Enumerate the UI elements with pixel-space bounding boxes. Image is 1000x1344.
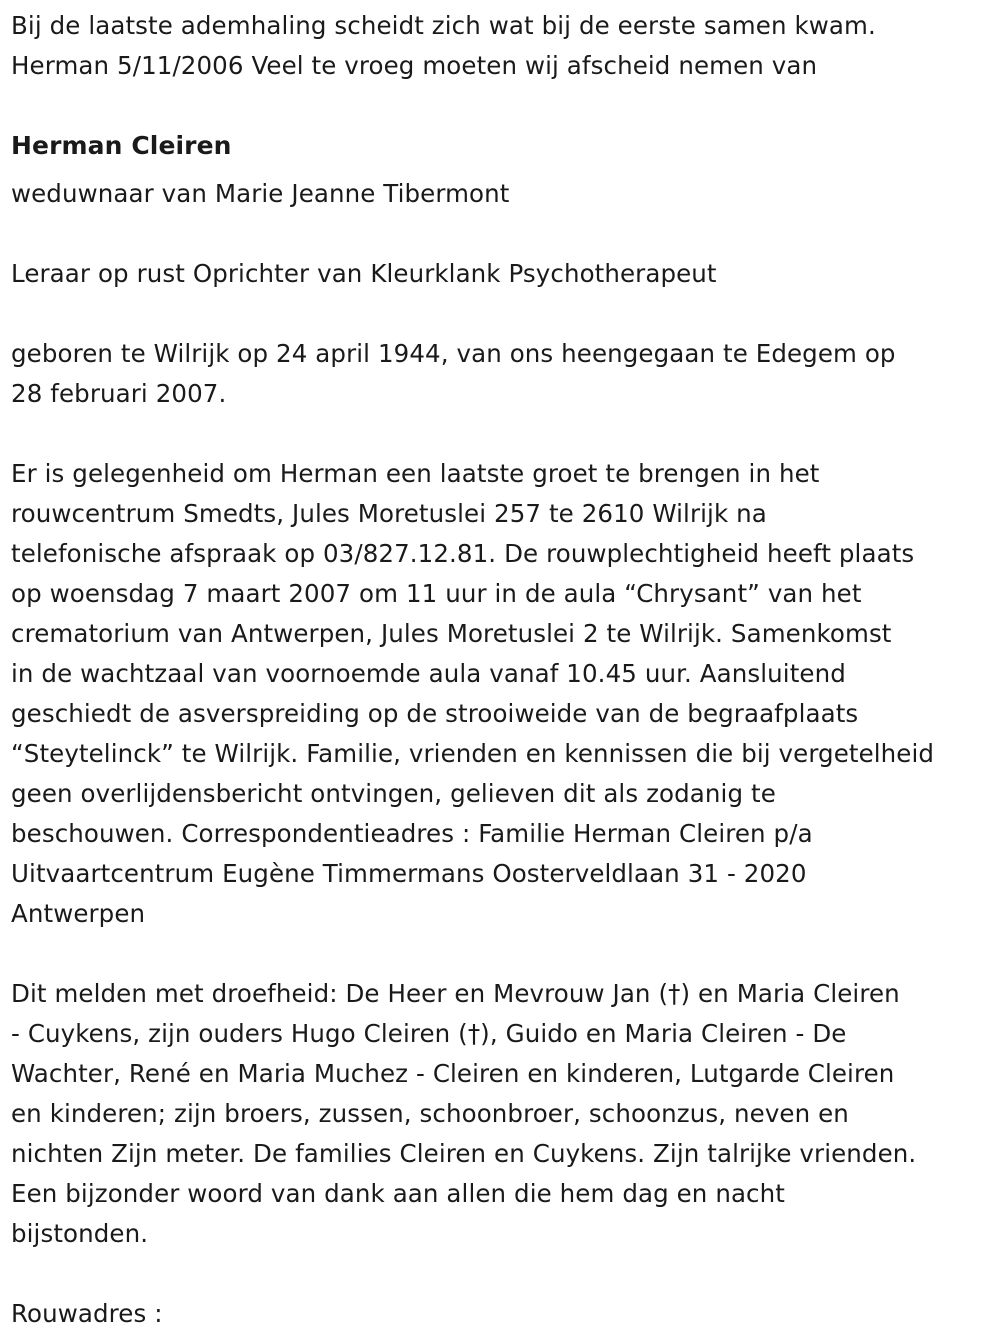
ceremony-line: telefonische afspraak op 03/827.12.81. De rouwplechtigheid heeft plaats: [11, 539, 915, 568]
family-line: Wachter, René en Maria Muchez - Cleiren en kinderen, Lutgarde Cleiren: [11, 1059, 895, 1088]
family-line: Dit melden met droefheid: De Heer en Mevrouw Jan (†) en Maria Cleiren: [11, 979, 900, 1008]
spouse-line: weduwnaar van Marie Jeanne Tibermont: [11, 179, 510, 208]
intro-section: [11, 6, 991, 86]
ceremony-line: rouwcentrum Smedts, Jules Moretuslei 257 te 2610 Wilrijk na: [11, 499, 767, 528]
family-line: bijstonden.: [11, 1219, 149, 1248]
intro-line: Herman 5/11/2006 Veel te vroeg moeten wij afscheid nemen van: [11, 51, 818, 80]
ceremony-line: op woensdag 7 maart 2007 om 11 uur in de aula “Chrysant” van het: [11, 579, 862, 608]
profession-line: Leraar op rust Oprichter van Kleurklank Psychotherapeut: [11, 259, 717, 288]
ceremony-section: [11, 454, 991, 934]
ceremony-line: Uitvaartcentrum Eugène Timmermans Oosterveldlaan 31 - 2020: [11, 859, 807, 888]
birth-death-line: 28 februari 2007.: [11, 379, 227, 408]
ceremony-line: crematorium van Antwerpen, Jules Moretuslei 2 te Wilrijk. Samenkomst: [11, 619, 892, 648]
ceremony-line: “Steytelinck” te Wilrijk. Familie, vrienden en kennissen die bij vergetelheid: [11, 739, 935, 768]
intro-line: Bij de laatste ademhaling scheidt zich wat bij de eerste samen kwam.: [11, 11, 876, 40]
ceremony-line: geen overlijdensbericht ontvingen, gelieven dit als zodanig te: [11, 779, 776, 808]
family-line: nichten Zijn meter. De families Cleiren en Cuykens. Zijn talrijke vrienden.: [11, 1139, 917, 1168]
obituary-document: [11, 6, 991, 1334]
birth-death-section: [11, 334, 991, 414]
ceremony-line: beschouwen. Correspondentieadres : Familie Herman Cleiren p/a: [11, 819, 813, 848]
birth-death-line: geboren te Wilrijk op 24 april 1944, van ons heengegaan te Edegem op: [11, 339, 896, 368]
ceremony-line: Er is gelegenheid om Herman een laatste groet te brengen in het: [11, 459, 820, 488]
address-label: Rouwadres :: [11, 1299, 163, 1328]
ceremony-line: in de wachtzaal van voornoemde aula vanaf 10.45 uur. Aansluitend: [11, 659, 846, 688]
ceremony-line: Antwerpen: [11, 899, 146, 928]
family-line: Een bijzonder woord van dank aan allen die hem dag en nacht: [11, 1179, 785, 1208]
ceremony-line: geschiedt de asverspreiding op de strooiweide van de begraafplaats: [11, 699, 859, 728]
deceased-name: Herman Cleiren: [11, 131, 232, 160]
family-section: [11, 974, 991, 1254]
family-line: - Cuykens, zijn ouders Hugo Cleiren (†), Guido en Maria Cleiren - De: [11, 1019, 847, 1048]
family-line: en kinderen; zijn broers, zussen, schoonbroer, schoonzus, neven en: [11, 1099, 849, 1128]
